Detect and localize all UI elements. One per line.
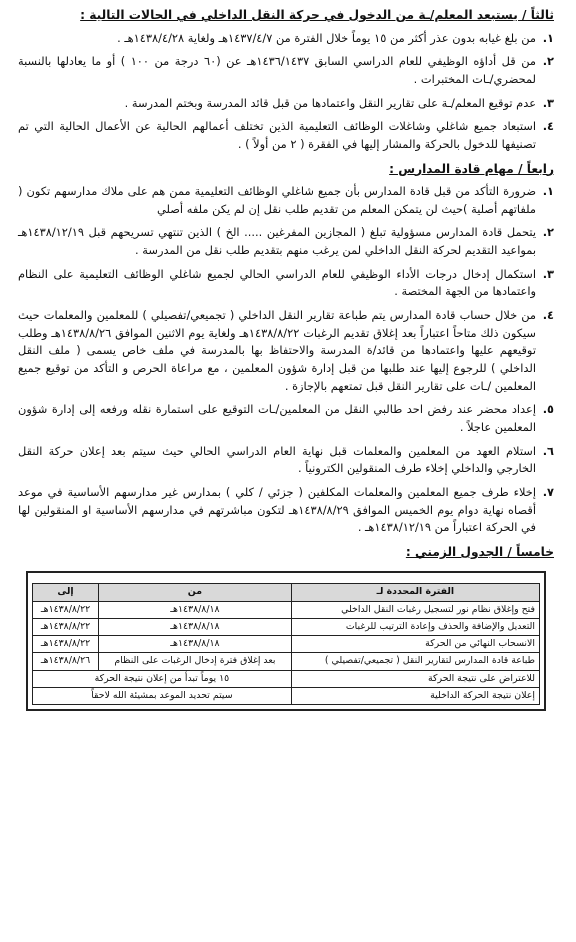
item-text: ضرورة التأكد من قبل قادة المدارس بأن جميع شاغلي الوظائف التعليمية ممن هم على ملاك مدارسهم تكون ( ملفاتهم أصلية )حيث لن يتمكن المعلم من تقديم طلب نقل إن لم يكن ملفه أصلي	[18, 184, 536, 216]
list-item	[18, 30, 554, 48]
table-row	[33, 653, 540, 670]
item-number: ٣.	[542, 95, 554, 110]
item-text: استبعاد جميع شاغلي وشاغلات الوظائف التعليمية الذين تختلف أعمالهم الحالية عن الأعمال الحالية التي تم تصنيفها للدخول بالحركة والمشار إليها في الفقرة ( ٢ من أولاً ) .	[18, 119, 536, 151]
item-number: ٦.	[542, 443, 554, 458]
header-from: من	[99, 583, 292, 601]
cell-to: ١٤٣٨/٨/٢٦هـ	[33, 653, 99, 670]
item-text: من خلال حساب قادة المدارس يتم طباعة تقارير النقل الداخلي ( تجميعي/تفصيلي ) للمعلمين والمعلمات حيث سيكون ذلك متاحاً اعتباراً بعد إغلاق تقديم الرغبات ١٤٣٨/٨/٢٢هـ ولغاية يوم الاثنين الموافق ١٤٣٨/٨/٢٦هـ وطلب توقيعهم عليها واعتمادها من قائد/ة المدرسة والاحتفاظ بها بالمدرسة في ملف خاص يسمى ( ملف النقل الداخلي ) للرجوع إليها عند طلبها من قبل إدارة شؤون المعلمين ، مع مراعاة الحرص و التأكد من توقيع جميع المعلمين /ـات على تقارير النقل قبل تمتعهم بالإجازة .	[18, 308, 536, 393]
item-text: من بلغ غيابه بدون عذر أكثر من ١٥ يوماً خلال الفترة من ١٤٣٧/٤/٧هـ ولغاية ١٤٣٨/٤/٢٨هـ .	[117, 30, 536, 45]
cell-period: الانسحاب النهائي من الحركة	[291, 636, 539, 653]
list-item	[18, 53, 554, 88]
cell-period: إعلان نتيجة الحركة الداخلية	[291, 687, 539, 704]
cell-from: ١٤٣٨/٨/١٨هـ	[99, 601, 292, 618]
item-text: عدم توقيع المعلم/ـة على تقارير النقل واعتمادها من قبل قائد المدرسة وبختم المدرسة .	[124, 95, 536, 110]
timeline-table	[32, 583, 540, 705]
list-item	[18, 118, 554, 153]
item-text: يتحمل قادة المدارس مسؤولية تبلغ ( المجازين المفرغين ..... الخ ) الذين تنتهي تسريحهم قبل ١٤٣٨/١٢/١٩هـ بمواعيد التقديم لحركة النقل الداخلي لمن يرغب منهم بتقديم طلب نقل من المدرسة .	[18, 225, 536, 258]
header-to: إلى	[33, 583, 99, 601]
item-text: إخلاء طرف جميع المعلمين والمعلمات المكلفين ( جزئي / كلي ) بمدارس غير مدارسهم الأساسية في موعد أقصاه نهاية دوام يوم الخميس الموافق ١٤٣٨/٨/٢٩هـ لتكون مباشرتهم في مدارسهم الأساسية او المنقولين لها في الحركة اعتباراً من ١٤٣٨/١٢/١٩هـ .	[18, 485, 536, 535]
item-number: ٤.	[542, 308, 554, 323]
cell-merged: ١٥ يوماً تبدأ من إعلان نتيجة الحركة	[33, 670, 292, 687]
timeline-frame	[26, 571, 546, 711]
cell-to: ١٤٣٨/٨/٢٢هـ	[33, 618, 99, 635]
item-number: ١.	[542, 30, 554, 45]
list-item	[18, 224, 554, 259]
table-row	[33, 636, 540, 653]
header-period: الفترة المحددة لـ	[291, 583, 539, 601]
item-number: ٧.	[542, 485, 554, 500]
item-number: ١.	[542, 184, 554, 199]
cell-merged: سيتم تحديد الموعد بمشيئة الله لاحقاً	[33, 687, 292, 704]
item-text: إعداد محضر عند رفض احد طالبي النقل من المعلمين/ـات التوقيع على استمارة نقله ورفعه إلى إدارة شؤون المعلمين عاجلاً .	[18, 402, 536, 435]
cell-from: ١٤٣٨/٨/١٨هـ	[99, 618, 292, 635]
list-item	[18, 401, 554, 436]
item-text: استكمال إدخال درجات الأداء الوظيفي للعام الدراسي الحالي لجميع شاغلي الوظائف التعليمية على النظام واعتمادها من الجهة المختصة .	[18, 266, 536, 299]
list-item	[18, 443, 554, 478]
cell-from: ١٤٣٨/٨/١٨هـ	[99, 636, 292, 653]
cell-period: للاعتراض على نتيجة الحركة	[291, 670, 539, 687]
list-item	[18, 183, 554, 218]
section3-list	[18, 30, 554, 154]
table-row	[33, 618, 540, 635]
item-number: ٢.	[542, 54, 554, 69]
item-number: ٣.	[542, 266, 554, 281]
item-number: ٤.	[542, 119, 554, 134]
cell-to: ١٤٣٨/٨/٢٢هـ	[33, 601, 99, 618]
cell-period: طباعة قادة المدارس لتقارير النقل ( تجميعي/تفصيلي )	[291, 653, 539, 670]
cell-period: فتح وإغلاق نظام نور لتسجيل رغبات النقل الداخلي	[291, 601, 539, 618]
table-header-row	[33, 583, 540, 601]
item-text: استلام العهد من المعلمين والمعلمات قبل نهاية العام الدراسي الحالي حيث سيتم بعد إعلان حركة النقل الخارجي والداخلي إخلاء طرف المنقولين الكترونياً .	[18, 443, 536, 476]
table-row	[33, 601, 540, 618]
item-number: ٥.	[542, 402, 554, 417]
cell-to: ١٤٣٨/٨/٢٢هـ	[33, 636, 99, 653]
item-text: من قل أداؤه الوظيفي للعام الدراسي السابق ١٤٣٦/١٤٣٧هـ عن (٦٠ درجة من ١٠٠ ) أو ما يعادلها بالنسبة لمحضري/ـات المختبرات .	[18, 54, 536, 86]
list-item	[18, 307, 554, 395]
section3-heading: ثالثاً / يستبعد المعلم/ـة من الدخول في حركة النقل الداخلي في الحالات التالية :	[80, 8, 554, 22]
cell-period: التعديل والإضافة والحذف وإعادة الترتيب للرغبات	[291, 618, 539, 635]
table-row	[33, 670, 540, 687]
section5-heading: خامساً / الجدول الزمني :	[405, 545, 554, 560]
item-number: ٢.	[542, 225, 554, 240]
list-item	[18, 266, 554, 301]
section4-heading: رابعاً / مهام قادة المدارس :	[389, 161, 554, 176]
table-row	[33, 687, 540, 704]
list-item	[18, 95, 554, 113]
list-item	[18, 484, 554, 537]
section4-list	[18, 183, 554, 537]
cell-from: بعد إغلاق فترة إدخال الرغبات على النظام	[99, 653, 292, 670]
